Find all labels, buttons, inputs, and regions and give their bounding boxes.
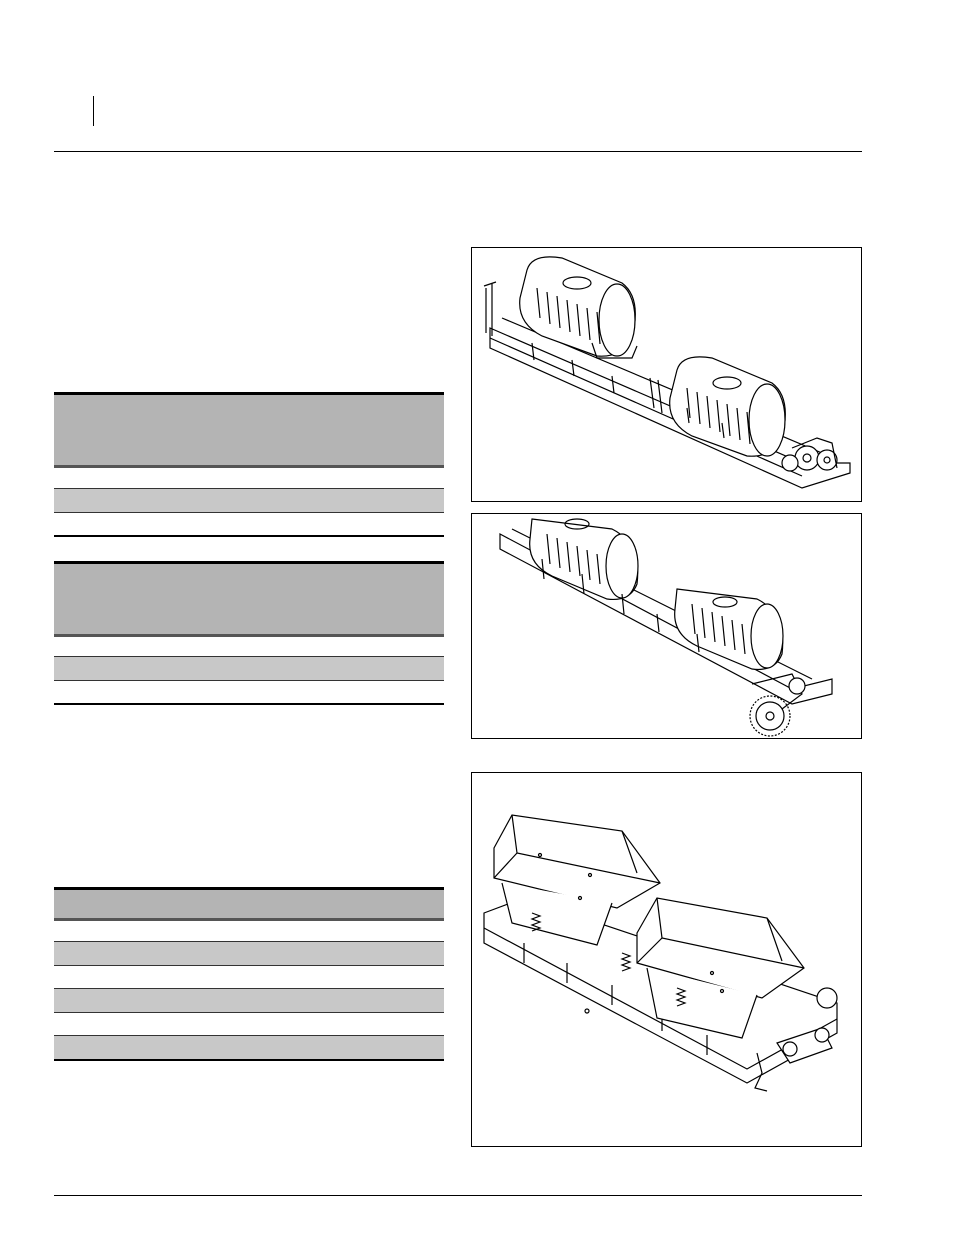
table-cell — [54, 637, 444, 643]
liquid-tank-toolbar-illustration-icon — [472, 248, 861, 501]
table-header — [54, 887, 444, 921]
figure-2 — [471, 513, 862, 739]
liquid-tank-toolbar-wheel-illustration-icon — [472, 514, 861, 738]
table-cell — [54, 681, 444, 687]
table-cell — [54, 657, 444, 663]
table-cell — [54, 921, 444, 927]
table-cell — [54, 1013, 444, 1019]
table-header-text — [54, 564, 444, 570]
table-row — [54, 468, 444, 489]
figure-3 — [471, 772, 862, 1147]
header-rule — [54, 151, 862, 152]
table-row — [54, 681, 444, 705]
table-header-text — [54, 890, 444, 896]
table-row — [54, 966, 444, 989]
table-header — [54, 561, 444, 637]
spec-table-1 — [54, 392, 444, 537]
figure-1 — [471, 247, 862, 502]
spec-table-3 — [54, 887, 444, 1061]
table-cell — [54, 966, 444, 972]
table-row — [54, 489, 444, 513]
table-row — [54, 989, 444, 1013]
table-cell — [54, 468, 444, 474]
table-header-text — [54, 395, 444, 401]
table-cell — [54, 513, 444, 519]
table-cell — [54, 489, 444, 495]
table-cell — [54, 989, 444, 995]
dry-hopper-assembly-illustration-icon — [472, 773, 861, 1146]
table-cell — [54, 942, 444, 948]
table-row — [54, 942, 444, 966]
table-row — [54, 921, 444, 942]
table-row — [54, 1036, 444, 1061]
table-row — [54, 1013, 444, 1036]
footer-rule — [54, 1195, 862, 1196]
table-row — [54, 657, 444, 681]
table-cell — [54, 1036, 444, 1042]
spec-table-2 — [54, 561, 444, 705]
table-header — [54, 392, 444, 468]
table-row — [54, 637, 444, 657]
header-vertical-bar — [93, 96, 94, 126]
table-row — [54, 513, 444, 537]
